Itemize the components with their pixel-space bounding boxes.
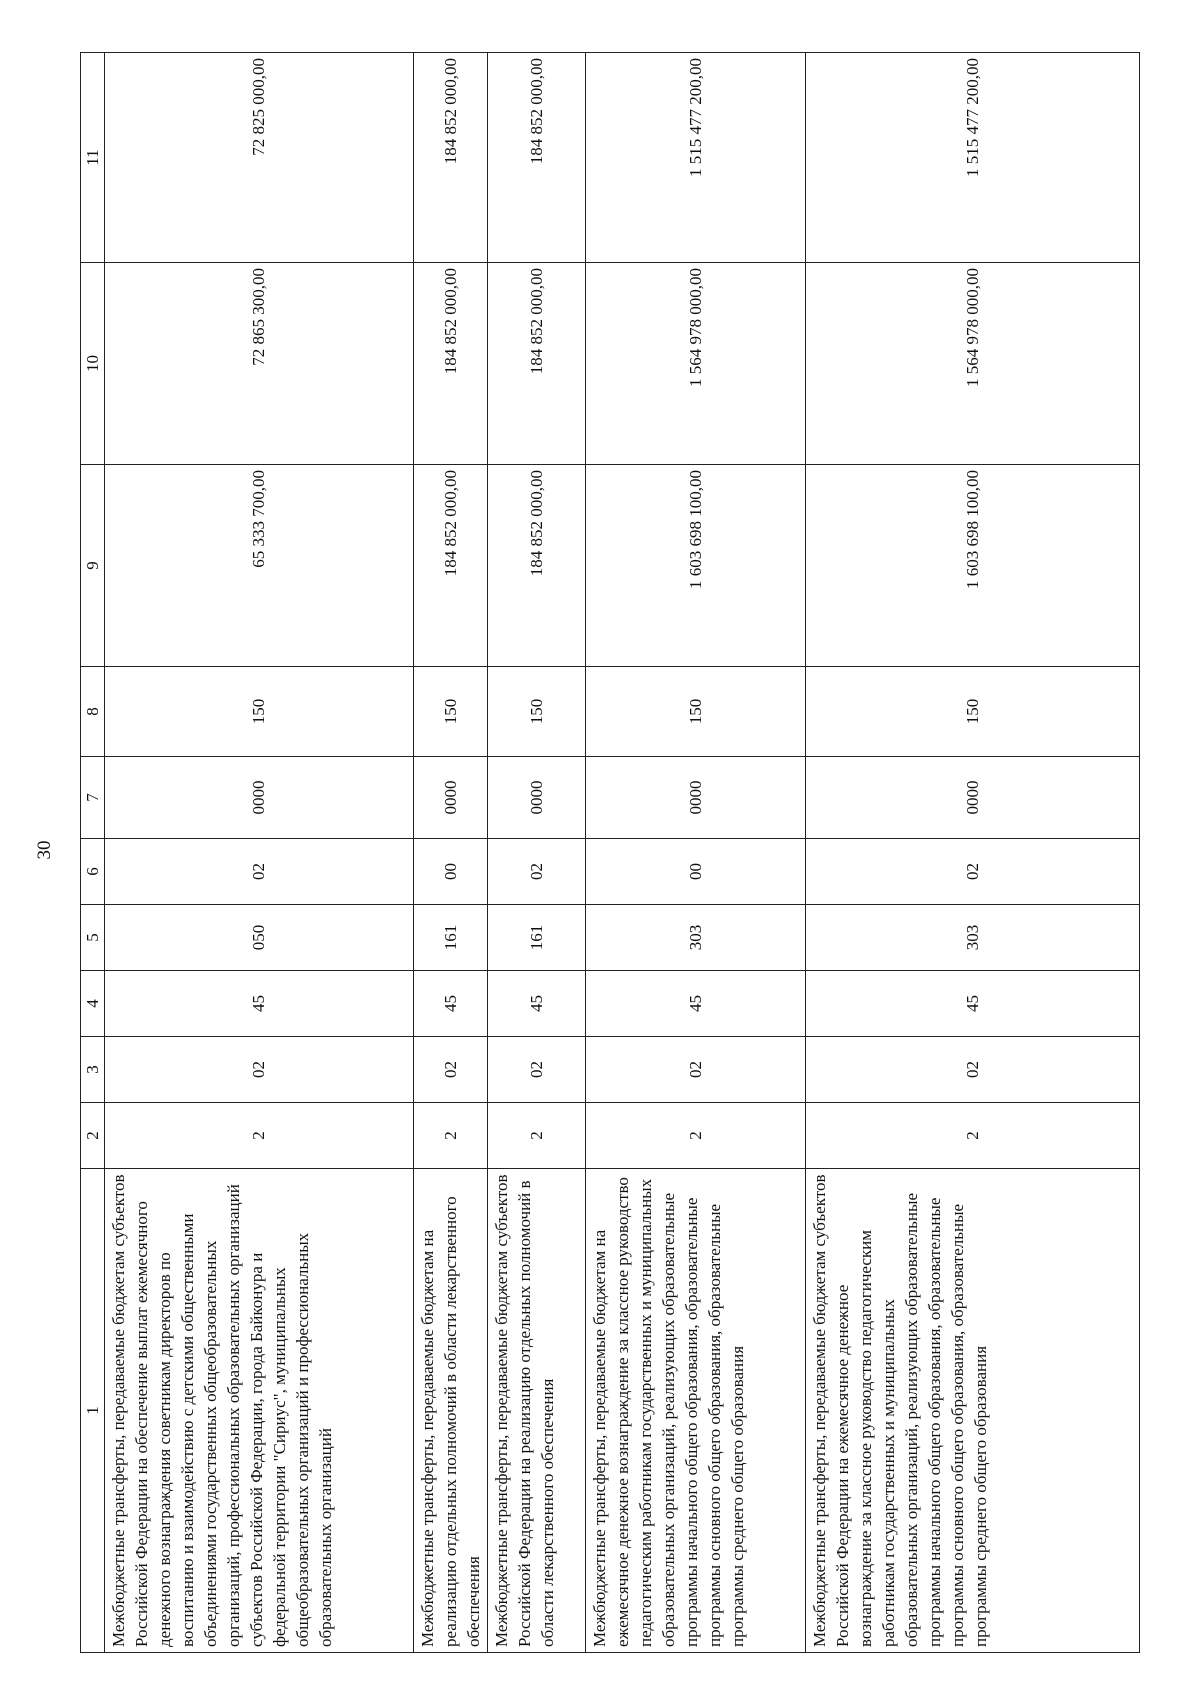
code-col-7: 0000: [585, 757, 805, 839]
code-col-6: 00: [585, 839, 805, 905]
code-col-6: 02: [105, 839, 414, 905]
amount-col-11: 72 825 000,00: [105, 53, 414, 263]
code-col-4: 45: [413, 971, 487, 1037]
page-number: 30: [34, 840, 55, 860]
row-description: Межбюджетные трансферты, передаваемые бюджетам субъектов Российской Федерации на обеспечение выплат ежемесячного денежного вознаграждения советникам директоров по воспитанию и взаимодействию с детскими общественными объединениями государственных общеобразовательных организаций, профессиональных образовательных организаций субъектов Российской Федерации, города Байконура и федеральной территории "Сириус", муниципальных общеобразовательных организаций и профессиональных образовательных организаций: [105, 1169, 414, 1653]
column-header: 10: [81, 263, 105, 465]
amount-col-10: 184 852 000,00: [413, 263, 487, 465]
column-header: 2: [81, 1103, 105, 1169]
code-col-6: 00: [413, 839, 487, 905]
amount-col-10: 72 865 300,00: [105, 263, 414, 465]
code-col-5: 303: [585, 905, 805, 971]
code-col-7: 0000: [105, 757, 414, 839]
table-row: [488, 53, 586, 1653]
code-col-4: 45: [488, 971, 586, 1037]
amount-col-10: 1 564 978 000,00: [585, 263, 805, 465]
code-col-5: 303: [806, 905, 1140, 971]
code-col-2: 2: [413, 1103, 487, 1169]
code-col-7: 0000: [488, 757, 586, 839]
amount-col-11: 184 852 000,00: [488, 53, 586, 263]
code-col-8: 150: [105, 667, 414, 757]
column-header: 9: [81, 465, 105, 667]
code-col-3: 02: [488, 1037, 586, 1103]
amount-col-9: 1 603 698 100,00: [806, 465, 1140, 667]
code-col-2: 2: [105, 1103, 414, 1169]
code-col-2: 2: [585, 1103, 805, 1169]
code-col-3: 02: [413, 1037, 487, 1103]
amount-col-11: 1 515 477 200,00: [806, 53, 1140, 263]
code-col-8: 150: [806, 667, 1140, 757]
code-col-4: 45: [585, 971, 805, 1037]
amount-col-10: 1 564 978 000,00: [806, 263, 1140, 465]
row-description: Межбюджетные трансферты, передаваемые бюджетам субъектов Российской Федерации на реализацию отдельных полномочий в области лекарственного обеспечения: [488, 1169, 586, 1653]
code-col-5: 161: [488, 905, 586, 971]
column-header: 4: [81, 971, 105, 1037]
table-row: [806, 53, 1140, 1653]
header-row: [81, 53, 105, 1653]
column-header: 5: [81, 905, 105, 971]
code-col-4: 45: [105, 971, 414, 1037]
code-col-7: 0000: [413, 757, 487, 839]
amount-col-11: 1 515 477 200,00: [585, 53, 805, 263]
code-col-6: 02: [488, 839, 586, 905]
code-col-2: 2: [488, 1103, 586, 1169]
row-description: Межбюджетные трансферты, передаваемые бюджетам субъектов Российской Федерации на ежемесячное денежное вознаграждение за классное руководство педагогическим работникам государственных и муниципальных образовательных организаций, реализующих образовательные программы начального общего образования, образовательные программы основного общего образования, образовательные программы среднего общего образования: [806, 1169, 1140, 1653]
budget-table-container: [80, 53, 1140, 1653]
code-col-5: 050: [105, 905, 414, 971]
amount-col-11: 184 852 000,00: [413, 53, 487, 263]
code-col-4: 45: [806, 971, 1140, 1037]
code-col-8: 150: [488, 667, 586, 757]
code-col-6: 02: [806, 839, 1140, 905]
column-header: 6: [81, 839, 105, 905]
code-col-2: 2: [806, 1103, 1140, 1169]
column-header: 11: [81, 53, 105, 263]
row-description: Межбюджетные трансферты, передаваемые бюджетам на реализацию отдельных полномочий в области лекарственного обеспечения: [413, 1169, 487, 1653]
code-col-5: 161: [413, 905, 487, 971]
table-row: [585, 53, 805, 1653]
amount-col-9: 184 852 000,00: [488, 465, 586, 667]
code-col-3: 02: [105, 1037, 414, 1103]
amount-col-9: 184 852 000,00: [413, 465, 487, 667]
column-header: 3: [81, 1037, 105, 1103]
code-col-7: 0000: [806, 757, 1140, 839]
code-col-8: 150: [413, 667, 487, 757]
amount-col-10: 184 852 000,00: [488, 263, 586, 465]
budget-table: [80, 52, 1140, 1653]
row-description: Межбюджетные трансферты, передаваемые бюджетам на ежемесячное денежное вознаграждение за классное руководство педагогическим работникам государственных и муниципальных образовательных организаций, реализующих образовательные программы начального общего образования, образовательные программы основного общего образования, образовательные программы среднего общего образования: [585, 1169, 805, 1653]
code-col-3: 02: [806, 1037, 1140, 1103]
table-row: [105, 53, 414, 1653]
amount-col-9: 65 333 700,00: [105, 465, 414, 667]
amount-col-9: 1 603 698 100,00: [585, 465, 805, 667]
code-col-8: 150: [585, 667, 805, 757]
column-header: 1: [81, 1169, 105, 1653]
table-row: [413, 53, 487, 1653]
column-header: 7: [81, 757, 105, 839]
code-col-3: 02: [585, 1037, 805, 1103]
column-header: 8: [81, 667, 105, 757]
